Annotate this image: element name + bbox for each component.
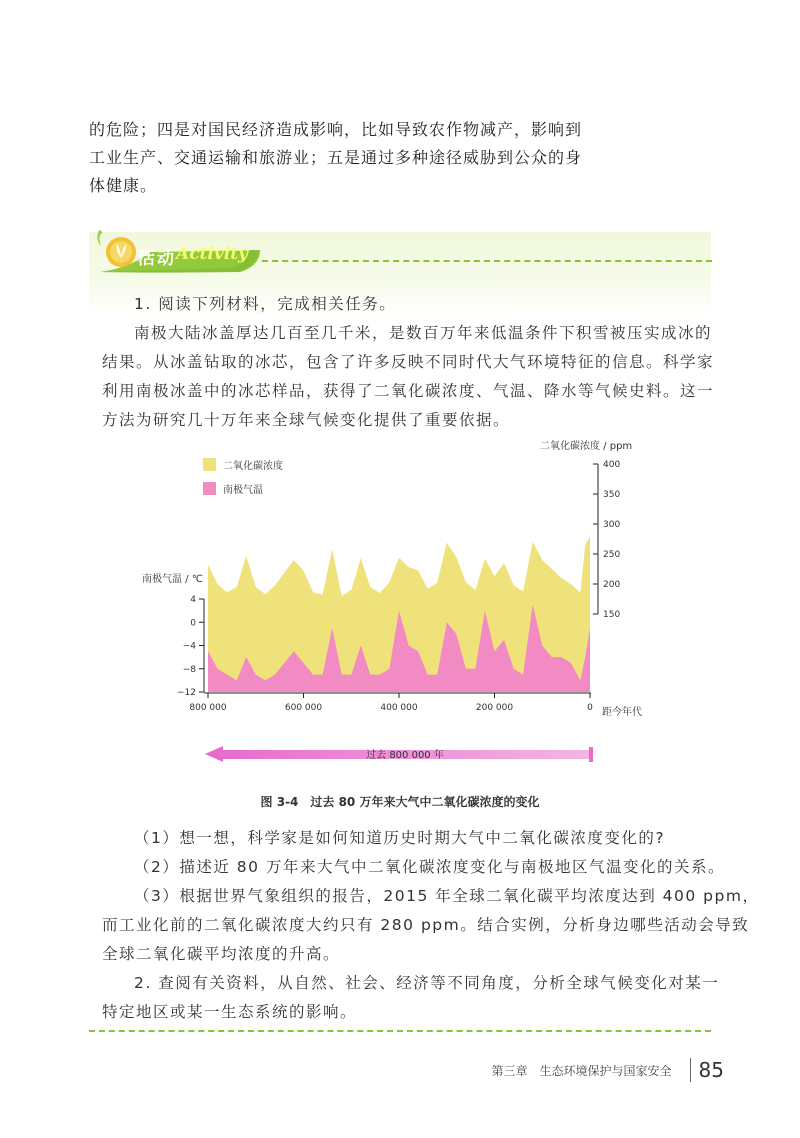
legend-label-co2: 二氧化碳浓度 [223,461,283,472]
footer-chapter: 第三章 生态环境保护与国家安全 [491,1063,672,1078]
legend-swatch-temp [203,482,216,495]
material-line: 南极大陆冰盖厚达几百至几千米，是数百万年来低温条件下积雪被压实成冰的 [134,324,713,342]
x-tick-label: 400 000 [380,703,418,713]
page-number: 85 [698,1058,724,1082]
intro-line: 体健康。 [89,176,158,195]
intro-line: 工业生产、交通运输和旅游业；五是通过多种途径威胁到公众的身 [89,148,583,167]
bottom-divider [89,1030,711,1032]
material-line: 方法为研究几十万年来全球气候变化提供了重要依据。 [102,411,511,429]
left-tick-label: −8 [182,664,196,675]
page-footer [492,1058,724,1082]
left-tick-label: −4 [182,641,196,652]
x-tick-label: 0 [587,703,593,713]
x-axis-label: 距今年代 [602,707,642,718]
arrow-head [205,746,223,762]
task-1-title: 1. 阅读下列材料，完成相关任务。 [134,295,397,313]
right-tick-label: 250 [603,550,621,560]
intro-line: 的危险；四是对国民经济造成影响，比如导致农作物减产，影响到 [89,120,583,139]
left-tick-label: 4 [190,595,196,605]
figure-caption: 图 3-4 过去 80 万年来大气中二氧化碳浓度的变化 [260,795,540,809]
x-tick-label: 600 000 [284,703,323,713]
timeline-arrow [205,742,605,772]
material-line: 结果。从冰盖钻取的冰芯，包含了许多反映不同时代大气环境特征的信息。科学家 [102,353,715,371]
right-axis-label: 二氧化碳浓度 / ppm [540,441,633,452]
question-2: （2）描述近 80 万年来大气中二氧化碳浓度变化与南极地区气温变化的关系。 [134,858,725,876]
material-line: 利用南极冰盖中的冰芯样品，获得了二氧化碳浓度、气温、降水等气候史料。这一 [102,382,715,400]
x-tick-label: 800 000 [189,703,227,713]
questions [102,824,760,1027]
question-3-line: （3）根据世界气象组织的报告，2015 年全球二氧化碳平均浓度达到 400 ppm， [134,887,760,905]
question-3-line: 全球二氧化碳平均浓度的升高。 [102,945,341,963]
x-tick-label: 200 000 [475,703,514,713]
footer-separator [690,1058,691,1082]
activity-label-en: Activity [176,244,248,264]
legend-swatch-co2 [203,458,216,471]
right-tick-label: 400 [603,460,621,470]
left-tick-label: −12 [177,688,196,698]
co2-temperature-chart [140,440,660,720]
right-tick-label: 150 [603,610,621,620]
intro-paragraph [89,116,583,200]
arrow-tail-mark [589,747,593,762]
right-tick-label: 200 [603,580,621,590]
right-tick-label: 350 [603,490,621,500]
activity-label: 活动 [138,249,176,269]
right-tick-label: 300 [603,520,621,530]
timeline-label: 过去 800 000 年 [366,750,444,761]
task-2-line: 特定地区或某一生态系统的影响。 [102,1003,358,1021]
question-3-line: 而工业化前的二氧化碳浓度大约只有 280 ppm。结合实例，分析身边哪些活动会导致 [102,916,750,934]
task-2-line: 2. 查阅有关资料，从自然、社会、经济等不同角度，分析全球气候变化对某一 [134,974,720,992]
left-axis-label: 南极气温 / ℃ [142,574,203,585]
left-tick-label: 0 [190,618,196,629]
legend-label-temp: 南极气温 [223,485,263,496]
question-1: （1）想一想，科学家是如何知道历史时期大气中二氧化碳浓度变化的? [134,829,666,847]
task-1 [102,290,715,435]
activity-divider [262,260,712,262]
